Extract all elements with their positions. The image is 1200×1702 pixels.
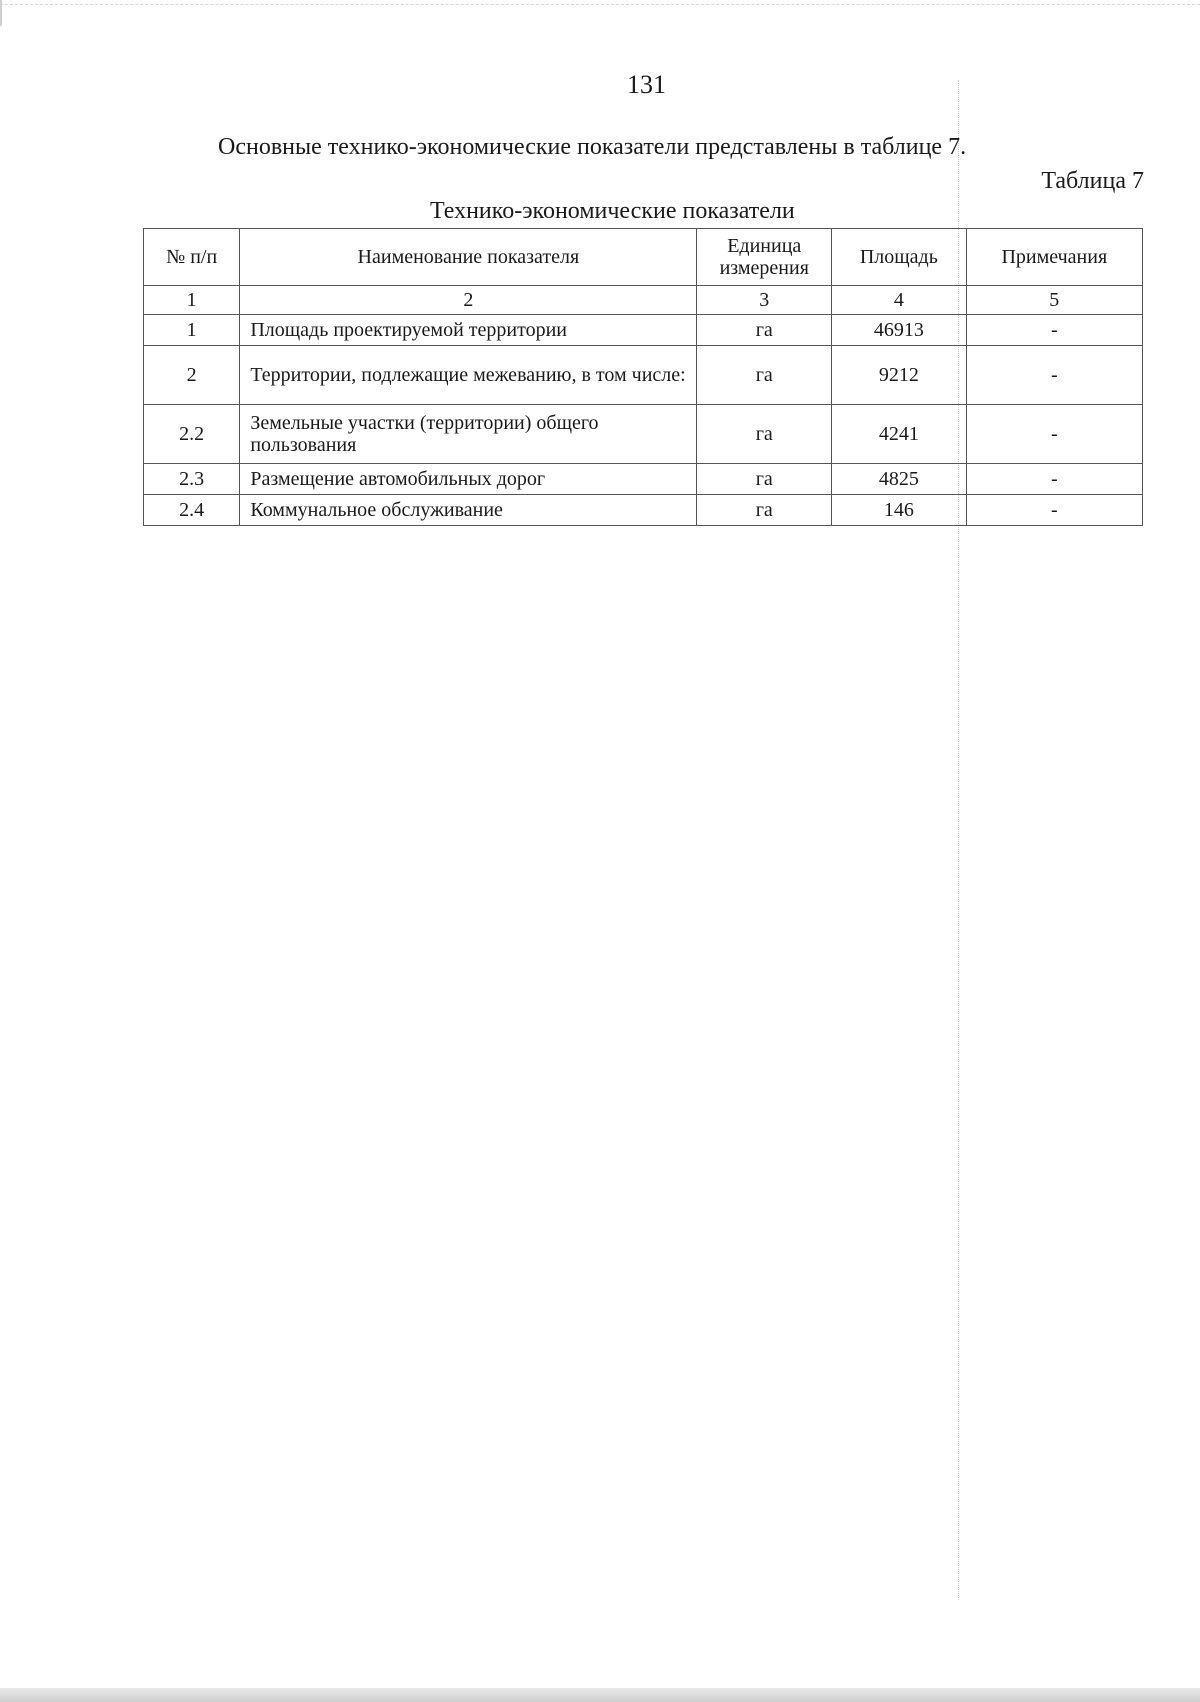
header-num: № п/п xyxy=(144,229,240,286)
row-note: - xyxy=(966,405,1142,464)
row-name: Площадь проектируемой территории xyxy=(240,315,697,346)
header-unit xyxy=(697,229,832,286)
row-unit: га xyxy=(697,405,832,464)
row-unit: га xyxy=(697,495,832,526)
row-num: 2.3 xyxy=(144,464,240,495)
row-unit: га xyxy=(697,315,832,346)
table-caption: Технико-экономические показатели xyxy=(430,198,795,224)
header-note: Примечания xyxy=(966,229,1142,286)
table-number: Таблица 7 xyxy=(1041,168,1144,194)
row-num: 2 xyxy=(144,346,240,405)
row-unit: га xyxy=(697,464,832,495)
page-number: 131 xyxy=(627,70,666,99)
row-unit: га xyxy=(697,346,832,405)
header-unit-line1: Единица xyxy=(727,235,802,257)
scan-artifact-bottom xyxy=(0,1688,1200,1702)
table-header-row xyxy=(144,229,1143,286)
row-name: Размещение автомобильных дорог xyxy=(240,464,697,495)
scan-artifact-top xyxy=(0,4,1200,5)
column-index-cell: 3 xyxy=(697,286,832,315)
table-row xyxy=(144,346,1143,405)
row-area: 146 xyxy=(832,495,967,526)
row-area: 4825 xyxy=(832,464,967,495)
header-unit-line2: измерения xyxy=(719,257,809,279)
table-row xyxy=(144,315,1143,346)
column-index-cell: 1 xyxy=(144,286,240,315)
row-note: - xyxy=(966,495,1142,526)
row-num: 2.2 xyxy=(144,405,240,464)
intro-paragraph: Основные технико-экономические показатели представлены в таблице 7. xyxy=(218,134,967,160)
row-area: 4241 xyxy=(832,405,967,464)
scan-artifact-edge xyxy=(0,0,2,26)
row-area: 46913 xyxy=(832,315,967,346)
column-index-cell: 4 xyxy=(832,286,967,315)
column-index-row xyxy=(144,286,1143,315)
row-area: 9212 xyxy=(832,346,967,405)
table-row xyxy=(144,405,1143,464)
row-name: Территории, подлежащие межеванию, в том числе: xyxy=(240,346,697,405)
row-num: 1 xyxy=(144,315,240,346)
row-note: - xyxy=(966,315,1142,346)
column-index-cell: 5 xyxy=(966,286,1142,315)
column-index-cell: 2 xyxy=(240,286,697,315)
indicators-table xyxy=(143,228,1143,526)
header-name: Наименование показателя xyxy=(240,229,697,286)
row-note: - xyxy=(966,464,1142,495)
row-name: Коммунальное обслуживание xyxy=(240,495,697,526)
row-num: 2.4 xyxy=(144,495,240,526)
row-name: Земельные участки (территории) общего пользования xyxy=(240,405,697,464)
header-area: Площадь xyxy=(832,229,967,286)
row-note: - xyxy=(966,346,1142,405)
table-row xyxy=(144,464,1143,495)
table-row xyxy=(144,495,1143,526)
